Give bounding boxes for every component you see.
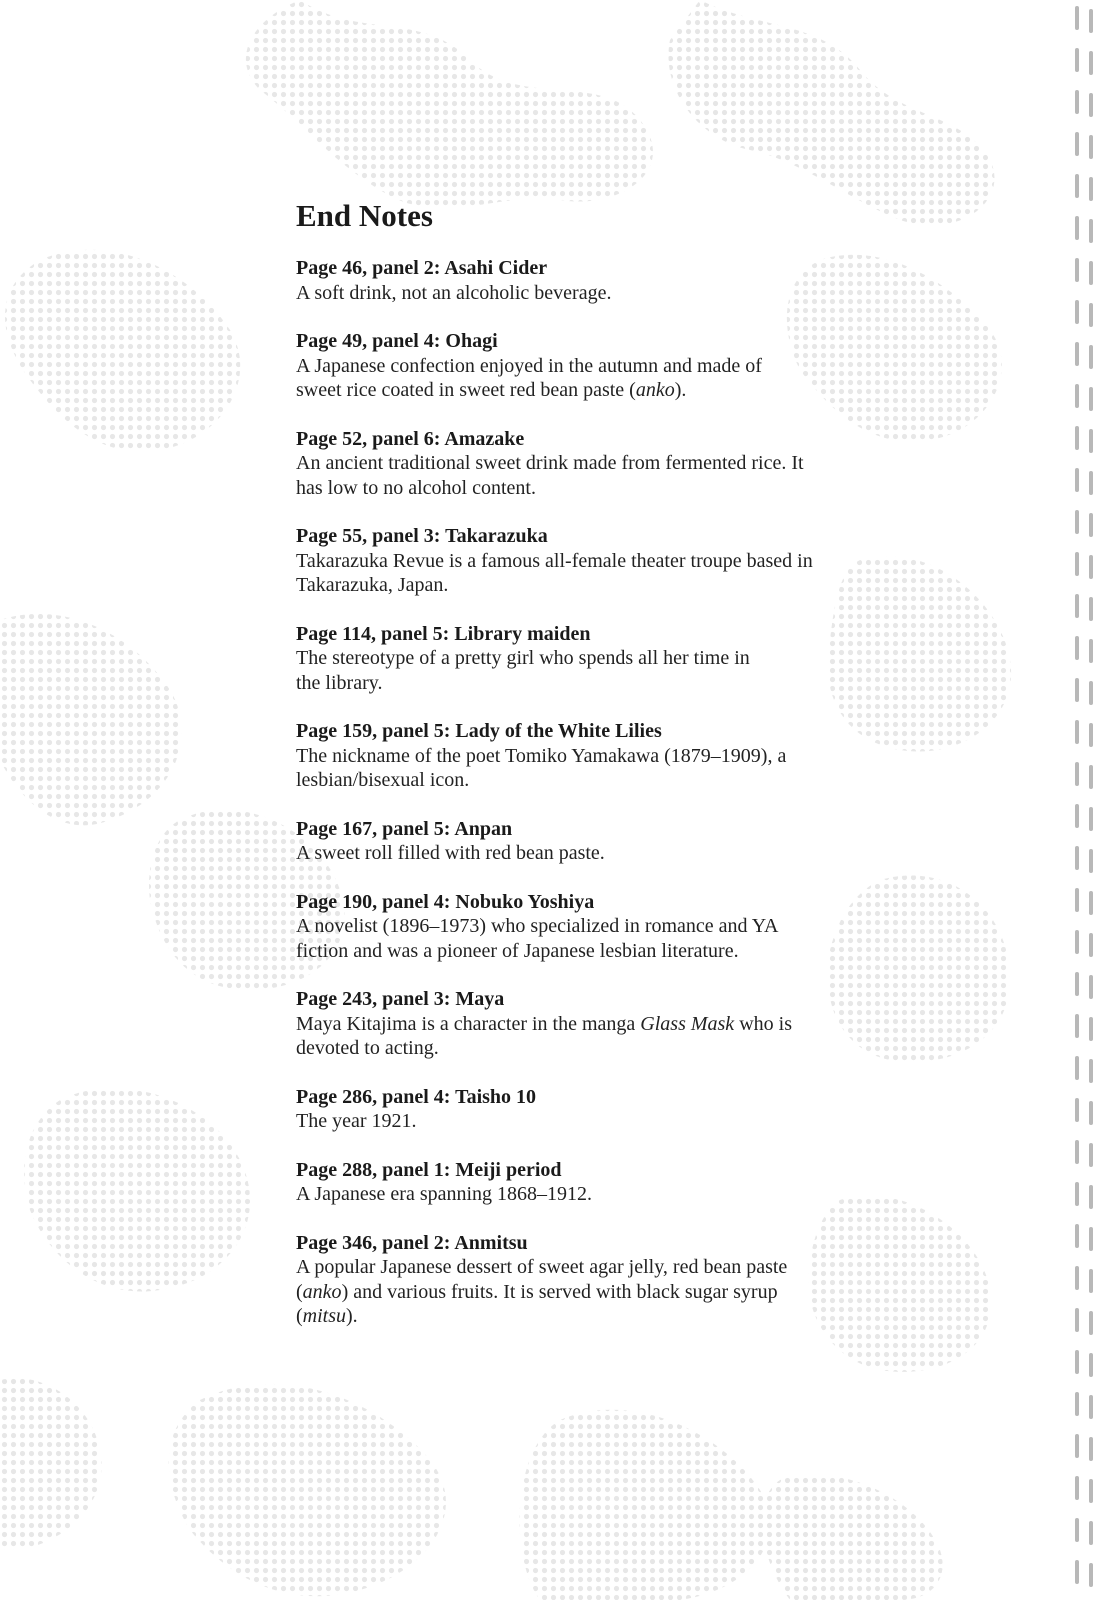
binding-stitch-decoration [1045, 0, 1115, 1600]
end-note-item [296, 890, 856, 964]
note-body [296, 1182, 856, 1207]
note-text: who is [734, 1012, 792, 1035]
note-heading: Page 243, panel 3: Maya [296, 988, 505, 1010]
note-text: devoted to acting. [296, 1037, 439, 1059]
note-body [296, 914, 856, 963]
note-text: A novelist (1896–1973) who specialized in romance and YA [296, 915, 779, 937]
note-heading: Page 55, panel 3: Takarazuka [296, 525, 548, 547]
note-text: A soft drink, not an alcoholic beverage. [296, 281, 612, 304]
note-text: ) and various fruits. It is served with black sugar syrup [341, 1280, 778, 1303]
end-note-item [296, 719, 856, 793]
note-body [296, 281, 856, 306]
note-italic-text: mitsu [302, 1305, 347, 1327]
note-text: ). [674, 379, 687, 401]
note-text: has low to no alcohol content. [296, 476, 536, 499]
note-body [296, 451, 856, 500]
note-heading: Page 190, panel 4: Nobuko Yoshiya [296, 890, 595, 913]
end-note-item [296, 256, 856, 305]
note-text: fiction and was a pioneer of Japanese lesbian literature. [296, 939, 739, 962]
note-body [296, 1109, 856, 1134]
note-text: A Japanese confection enjoyed in the autumn and made of [296, 354, 762, 377]
note-text: lesbian/bisexual icon. [296, 769, 470, 791]
note-italic-text: anko [302, 1280, 342, 1303]
note-body [296, 549, 856, 598]
note-text: The year 1921. [296, 1110, 417, 1132]
note-italic-text: Glass Mask [640, 1012, 735, 1035]
page-title: End Notes [296, 198, 433, 233]
note-body [296, 841, 856, 866]
note-heading: Page 288, panel 1: Meiji period [296, 1158, 562, 1181]
end-note-item [296, 1231, 856, 1329]
note-text: An ancient traditional sweet drink made from fermented rice. It [296, 452, 804, 474]
note-text: ( [296, 1280, 303, 1303]
end-note-item [296, 622, 856, 696]
end-note-item [296, 1085, 856, 1134]
note-text: A Japanese era spanning 1868–1912. [296, 1183, 593, 1205]
note-text: The nickname of the poet Tomiko Yamakawa (1879–1909), a [296, 744, 787, 767]
end-note-item [296, 427, 856, 501]
note-heading: Page 159, panel 5: Lady of the White Lilies [296, 720, 662, 742]
note-heading: Page 346, panel 2: Anmitsu [296, 1231, 528, 1254]
notes-list [296, 256, 856, 1329]
note-italic-text: anko [635, 379, 675, 401]
note-heading: Page 49, panel 4: Ohagi [296, 330, 498, 352]
note-body [296, 646, 856, 695]
end-note-item [296, 817, 856, 866]
note-heading: Page 167, panel 5: Anpan [296, 817, 513, 840]
note-heading: Page 46, panel 2: Asahi Cider [296, 257, 548, 279]
note-text: the library. [296, 671, 383, 694]
note-text: Takarazuka, Japan. [296, 574, 449, 596]
note-body [296, 1012, 856, 1061]
end-note-item [296, 524, 856, 598]
end-note-item [296, 1158, 856, 1207]
note-heading: Page 52, panel 6: Amazake [296, 427, 525, 450]
note-text: A popular Japanese dessert of sweet agar jelly, red bean paste [296, 1256, 788, 1278]
note-body [296, 744, 856, 793]
note-body [296, 354, 856, 403]
note-text: Takarazuka Revue is a famous all-female theater troupe based in [296, 549, 813, 572]
note-heading: Page 114, panel 5: Library maiden [296, 622, 591, 645]
end-note-item [296, 329, 856, 403]
end-notes-content [296, 196, 856, 1353]
note-body [296, 1255, 856, 1329]
note-heading: Page 286, panel 4: Taisho 10 [296, 1085, 537, 1108]
note-text: Maya Kitajima is a character in the manga [296, 1012, 641, 1035]
note-text: ). [346, 1305, 358, 1327]
note-text: A sweet roll filled with red bean paste. [296, 842, 605, 864]
note-text: The stereotype of a pretty girl who spends all her time in [296, 647, 750, 669]
end-note-item [296, 987, 856, 1061]
note-text: sweet rice coated in sweet red bean paste ( [296, 379, 636, 401]
note-text: ( [296, 1305, 303, 1327]
